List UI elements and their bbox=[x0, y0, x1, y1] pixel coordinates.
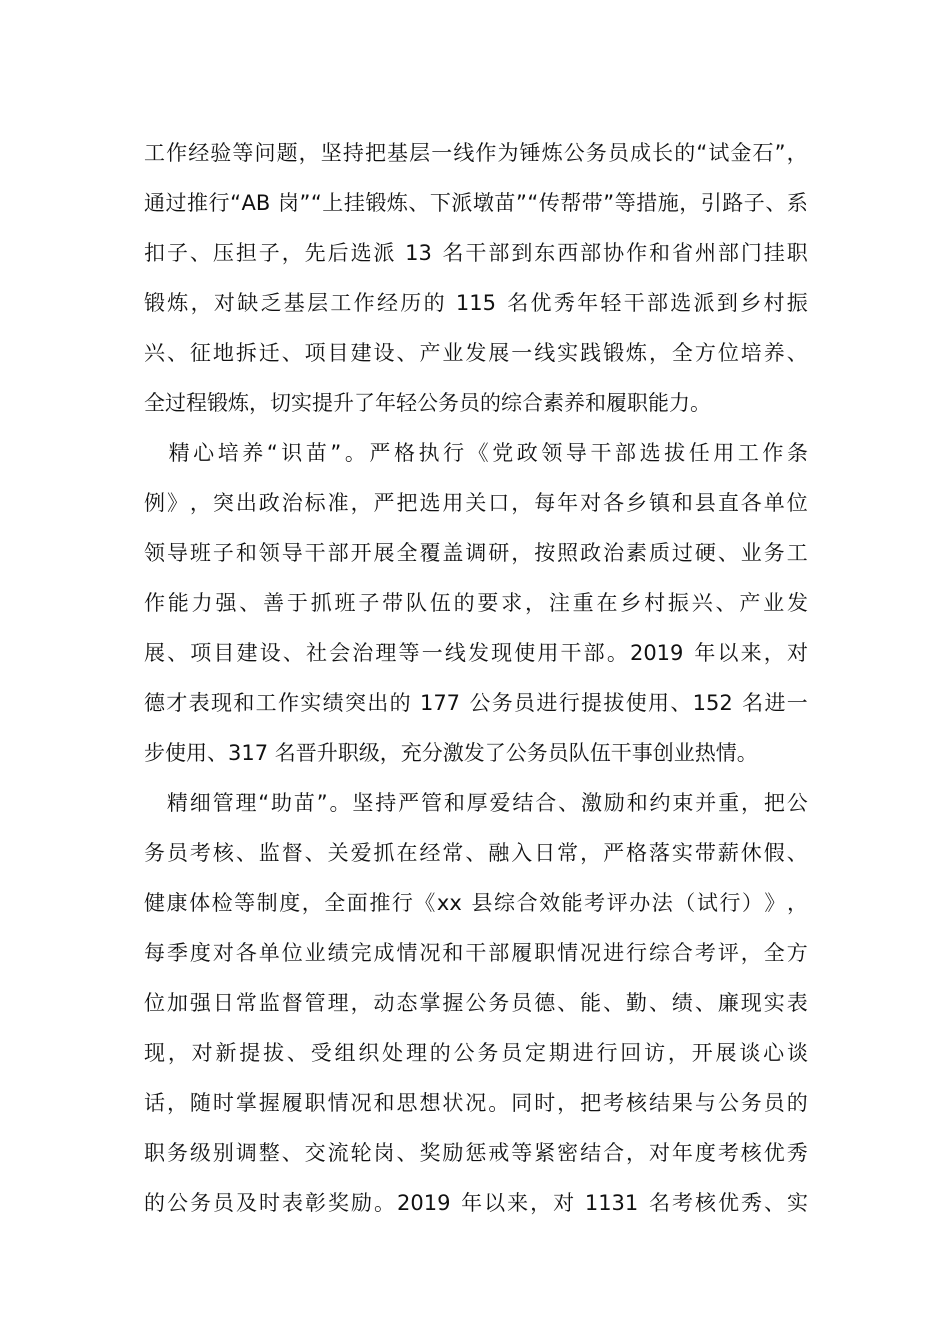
text-line: 话 ， 随 时 掌 握 履 职 情 况 和 思 想 状 况 。 同 时 ， 把 考 核 结 果 与 公 务 员 的 bbox=[144, 1091, 808, 1115]
text-line: 精 细 管 理 “ 助 苗 ” 。 坚 持 严 管 和 厚 爱 结 合 、 激 励 和 约 束 并 重 ， 把 公 bbox=[166, 791, 808, 815]
text-line: 健 康 体 检 等 制 度 ， 全 面 推 行 《 xx 县 综 合 效 能 考 评 办 法 （ 试 行 ） 》 ， bbox=[144, 891, 808, 915]
text-line: 例 》 ， 突 出 政 治 标 准 ， 严 把 选 用 关 口 ， 每 年 对 各 乡 镇 和 县 直 各 单 位 bbox=[144, 491, 808, 515]
document-body bbox=[144, 128, 808, 1228]
text-line: 锻 炼 ， 对 缺 乏 基 层 工 作 经 历 的 115 名 优 秀 年 轻 干 部 选 派 到 乡 村 振 bbox=[144, 291, 808, 315]
text-line: 位 加 强 日 常 监 督 管 理 ， 动 态 掌 握 公 务 员 德 、 能 、 勤 、 绩 、 廉 现 实 表 bbox=[144, 991, 808, 1015]
text-line: 全过程锻炼，切实提升了年轻公务员的综合素养和履职能力。 bbox=[144, 391, 711, 415]
text-line: 德 才 表 现 和 工 作 实 绩 突 出 的 177 公 务 员 进 行 提 拔 使 用 、 152 名 进 一 bbox=[144, 691, 808, 715]
text-line: 通 过 推 行 “ AB 岗 ” “ 上 挂 锻 炼 、 下 派 墩 苗 ” “ 传 帮 带 ” 等 措 施 ， 引 路 子 、 系 bbox=[144, 191, 808, 215]
text-line: 务 员 考 核 、 监 督 、 关 爱 抓 在 经 常 、 融 入 日 常 ， 严 格 落 实 带 薪 休 假 、 bbox=[144, 841, 808, 865]
text-line: 每 季 度 对 各 单 位 业 绩 完 成 情 况 和 干 部 履 职 情 况 进 行 综 合 考 评 ， 全 方 bbox=[144, 941, 808, 965]
text-line: 的 公 务 员 及 时 表 彰 奖 励 。 2019 年 以 来 ， 对 1131 名 考 核 优 秀 、 实 bbox=[144, 1191, 808, 1215]
text-line: 领 导 班 子 和 领 导 干 部 开 展 全 覆 盖 调 研 ， 按 照 政 治 素 质 过 硬 、 业 务 工 bbox=[144, 541, 808, 565]
text-line: 精 心 培 养 “ 识 苗 ” 。 严 格 执 行 《 党 政 领 导 干 部 选 拔 任 用 工 作 条 bbox=[168, 441, 808, 465]
text-line: 作 能 力 强 、 善 于 抓 班 子 带 队 伍 的 要 求 ， 注 重 在 乡 村 振 兴 、 产 业 发 bbox=[144, 591, 808, 615]
text-line: 工 作 经 验 等 问 题 ， 坚 持 把 基 层 一 线 作 为 锤 炼 公 务 员 成 长 的 “ 试 金 石 ” ， bbox=[144, 141, 808, 165]
text-line: 步使用、317 名晋升职级，充分激发了公务员队伍干事创业热情。 bbox=[144, 741, 758, 765]
text-line: 展 、 项 目 建 设 、 社 会 治 理 等 一 线 发 现 使 用 干 部 。 2019 年 以 来 ， 对 bbox=[144, 641, 808, 665]
text-line: 兴 、 征 地 拆 迁 、 项 目 建 设 、 产 业 发 展 一 线 实 践 锻 炼 ， 全 方 位 培 养 、 bbox=[144, 341, 808, 365]
text-line: 职 务 级 别 调 整 、 交 流 轮 岗 、 奖 励 惩 戒 等 紧 密 结 合 ， 对 年 度 考 核 优 秀 bbox=[144, 1141, 808, 1165]
text-line: 现 ， 对 新 提 拔 、 受 组 织 处 理 的 公 务 员 定 期 进 行 回 访 ， 开 展 谈 心 谈 bbox=[144, 1041, 808, 1065]
text-line: 扣 子 、 压 担 子 ， 先 后 选 派 13 名 干 部 到 东 西 部 协 作 和 省 州 部 门 挂 职 bbox=[144, 241, 808, 265]
